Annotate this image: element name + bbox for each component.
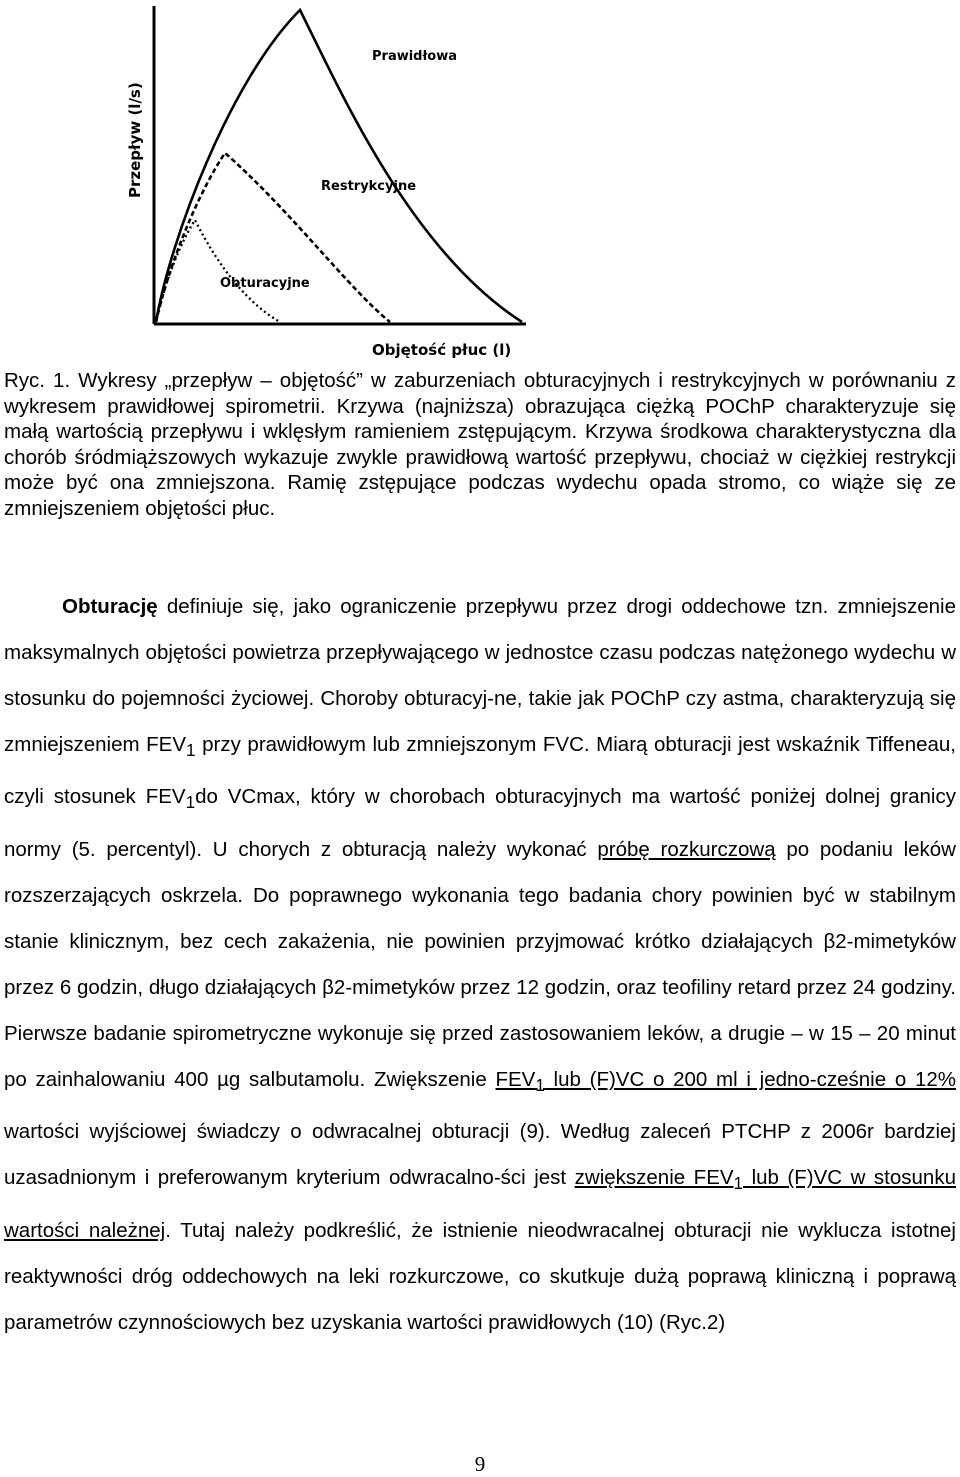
- underlined-bronchodilator-test: próbę rozkurczową: [597, 837, 776, 861]
- underlined-reversibility-criterion: [495, 1068, 956, 1096]
- fev-subscript-4: 1: [733, 1174, 744, 1194]
- restrictive-curve-label: Restrykcyjne: [321, 179, 417, 194]
- normal-curve-label: Prawidłowa: [372, 49, 458, 64]
- y-axis-label: Przepływ (l/s): [126, 82, 144, 198]
- x-axis-label: Objętość płuc (l): [372, 341, 512, 359]
- paragraph-text-2: przy prawidłowym lub zmniejszonym FVC. Miarą obturacji jest wskaźnik Tiffeneau, czyli stosunek FEV: [4, 733, 956, 809]
- page-number: 9: [474, 1452, 486, 1476]
- normal-curve: [156, 10, 522, 322]
- fev-subscript-1: 1: [186, 741, 196, 761]
- paragraph-lead-term: Obturację: [62, 595, 158, 618]
- paragraph-text-3: do VCmax, który w chorobach obturacyjnych ma wartość poniżej dolnej granicy normy (5. percentyl). U chorych z obturacją należy wykonać: [4, 785, 956, 861]
- fev-subscript-2: 1: [185, 793, 196, 813]
- figure-caption: Ryc. 1. Wykresy „przepływ – objętość” w zaburzeniach obturacyjnych i restrykcyjnych w porównaniu z wykresem prawidłowej spirometrii. Krzywa (najniższa) obrazująca ciężką POChP charakteryzuje się małą wartością przepływu i wklęsłym ramieniem zstępującym. Krzywa środkowa charakterystyczna dla chorób śródmiąższowych wykazuje zwykle prawidłową wartość przepływu, chociaż w ciężkiej restrykcji może być ona zmniejszona. Ramię zstępujące podczas wydechu opada stromo, co wiąże się ze zmniejszeniem objętości płuc.: [4, 369, 956, 520]
- main-paragraph: [4, 584, 956, 1346]
- paragraph-text-1: definiuje się, jako ograniczenie przepływu przez drogi oddechowe tzn. zmniejszenie maksymalnych objętości powietrza przepływającego w jednostce czasu podczas natężonego wydechu w stosunku do pojemności życiowej. Choroby obturacyj-ne, takie jak POChP czy astma, charakteryzują się zmniejszeniem FEV: [4, 595, 956, 757]
- criterion-fev: FEV: [495, 1068, 536, 1092]
- paragraph-text-6: . Tutaj należy podkreślić, że istnienie nieodwracalnej obturacji nie wyklucza istotnej reaktywności dróg oddechowych na leki rozkurczowe, co skutkuje dużą poprawą kliniczną i poprawą parametrów czynnościowych bez uzyskania wartości prawidłowych (10) (Ryc.2): [4, 1218, 956, 1334]
- paragraph-text-4: po podaniu leków rozszerzających oskrzela. Do poprawnego wykonania tego badania chory powinien być w stabilnym stanie klinicznym, bez cech zakażenia, nie powinien przyjmować krótko działających β2-mimetyków przez 6 godzin, długo działających β2-mimetyków przez 12 godzin, oraz teofiliny retard przez 24 godziny. Pierwsze badanie spirometryczne wykonuje się przed zastosowaniem leków, a drugie – w 15 – 20 minut po zainhalowaniu 400 µg salbutamolu. Zwiększenie: [4, 837, 956, 1092]
- flow-volume-figure: [110, 0, 530, 362]
- preferred-rest: lub (F)VC w stosunku wartości należnej: [4, 1166, 956, 1242]
- fev-subscript-3: 1: [535, 1076, 545, 1096]
- criterion-rest: lub (F)VC o 200 ml i jedno-cześnie o 12%: [544, 1068, 956, 1092]
- preferred-fev: zwiększenie FEV: [574, 1166, 734, 1190]
- paragraph-text-5: wartości wyjściowej świadczy o odwracalnej obturacji (9). Według zaleceń PTCHP z 2006r bardziej uzasadnionym i preferowanym kryterium odwracalno-ści jest: [4, 1120, 956, 1190]
- obstructive-curve: [156, 220, 280, 322]
- obstructive-curve-label: Obturacyjne: [220, 276, 310, 291]
